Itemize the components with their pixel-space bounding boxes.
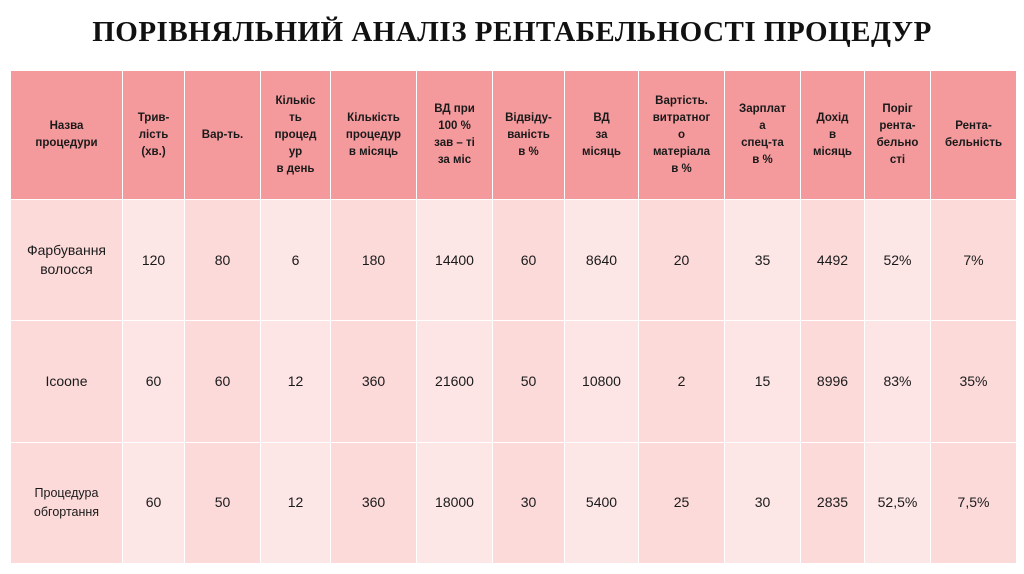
table-cell: 60 <box>185 321 261 442</box>
table-cell: 12 <box>261 442 331 563</box>
column-header: Назва процедури <box>11 71 123 200</box>
procedure-name-cell: Icoone <box>11 321 123 442</box>
table-cell: 7% <box>931 200 1017 321</box>
column-header: Відвіду- ваність в % <box>493 71 565 200</box>
table-cell: 120 <box>123 200 185 321</box>
comparison-table <box>10 70 1017 564</box>
table-cell: 52% <box>865 200 931 321</box>
table-cell: 30 <box>725 442 801 563</box>
header-row <box>11 71 1017 200</box>
table-cell: 8996 <box>801 321 865 442</box>
table-cell: 18000 <box>417 442 493 563</box>
table-cell: 80 <box>185 200 261 321</box>
table-cell: 21600 <box>417 321 493 442</box>
table-cell: 60 <box>123 321 185 442</box>
table-cell: 2 <box>639 321 725 442</box>
table-cell: 4492 <box>801 200 865 321</box>
table-cell: 35 <box>725 200 801 321</box>
column-header: Поріг рента- бельно сті <box>865 71 931 200</box>
column-header: Вар-ть. <box>185 71 261 200</box>
procedure-name-cell: Фарбування волосся <box>11 200 123 321</box>
column-header: Зарплат а спец-та в % <box>725 71 801 200</box>
procedure-name-cell: Процедура обгортання <box>11 442 123 563</box>
column-header: ВД за місяць <box>565 71 639 200</box>
table-cell: 20 <box>639 200 725 321</box>
table-cell: 25 <box>639 442 725 563</box>
table-cell: 6 <box>261 200 331 321</box>
table-row <box>11 321 1017 442</box>
column-header: Трив- лість (хв.) <box>123 71 185 200</box>
table-cell: 52,5% <box>865 442 931 563</box>
table-cell: 50 <box>493 321 565 442</box>
table-cell: 30 <box>493 442 565 563</box>
column-header: Дохід в місяць <box>801 71 865 200</box>
table-cell: 15 <box>725 321 801 442</box>
table-cell: 60 <box>123 442 185 563</box>
table-cell: 7,5% <box>931 442 1017 563</box>
table-cell: 60 <box>493 200 565 321</box>
table-cell: 8640 <box>565 200 639 321</box>
table-cell: 12 <box>261 321 331 442</box>
column-header: Рента- бельність <box>931 71 1017 200</box>
table-cell: 83% <box>865 321 931 442</box>
table-cell: 180 <box>331 200 417 321</box>
column-header: Вартість. витратног о матеріала в % <box>639 71 725 200</box>
table-cell: 35% <box>931 321 1017 442</box>
table-cell: 360 <box>331 321 417 442</box>
page-title: ПОРІВНЯЛЬНИЙ АНАЛІЗ РЕНТАБЕЛЬНОСТІ ПРОЦЕДУР <box>92 16 932 48</box>
table-cell: 50 <box>185 442 261 563</box>
table-cell: 360 <box>331 442 417 563</box>
table-cell: 10800 <box>565 321 639 442</box>
table-cell: 14400 <box>417 200 493 321</box>
table-cell: 5400 <box>565 442 639 563</box>
column-header: ВД при 100 % зав – ті за міс <box>417 71 493 200</box>
table-row <box>11 442 1017 563</box>
column-header: Кількість процедур в місяць <box>331 71 417 200</box>
column-header: Кількіс ть процед ур в день <box>261 71 331 200</box>
table-row <box>11 200 1017 321</box>
table-cell: 2835 <box>801 442 865 563</box>
